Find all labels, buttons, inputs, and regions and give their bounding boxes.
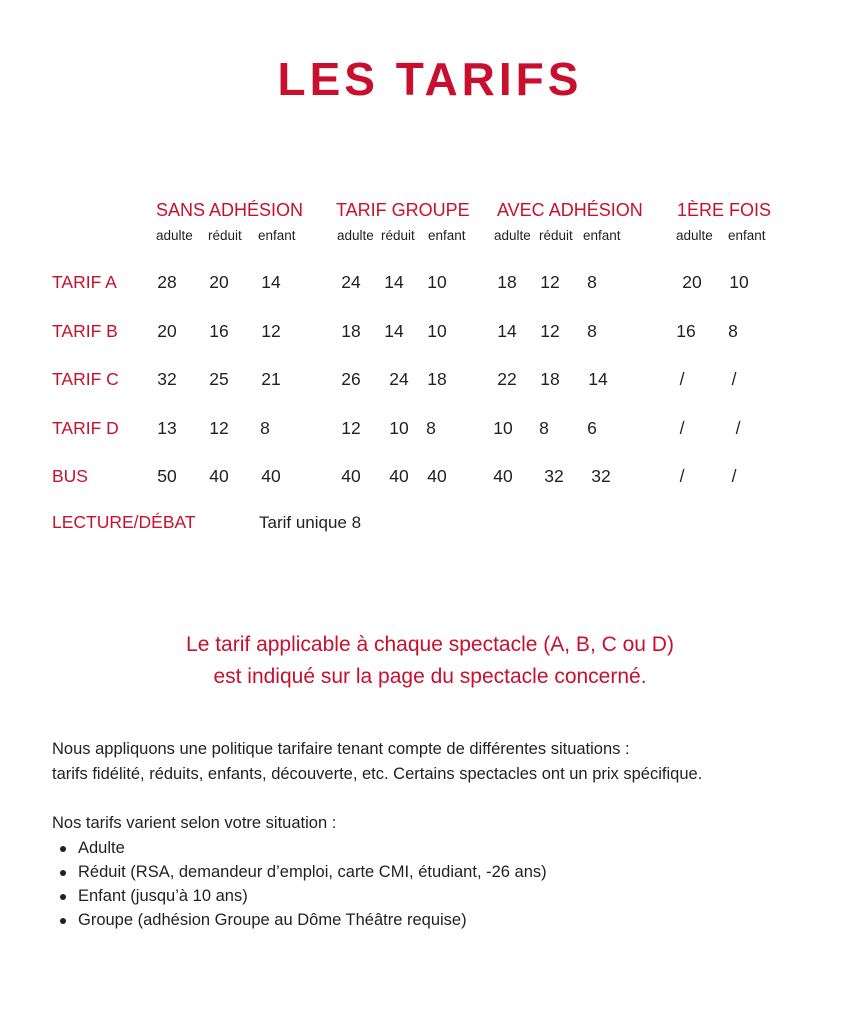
price-cell: 20 xyxy=(209,272,229,292)
group-header-sans-adhesion: SANS ADHÉSION xyxy=(156,200,304,220)
price-cell: 14 xyxy=(261,272,281,292)
tarif-note-line-1: Le tarif applicable à chaque spectacle (A, B, C ou D) xyxy=(186,633,674,656)
price-cell: 10 xyxy=(729,272,749,292)
price-cell: 8 xyxy=(728,321,738,341)
subheader-enfant: enfant xyxy=(583,228,621,243)
price-cell: 14 xyxy=(384,272,404,292)
situation-intro: Nos tarifs varient selon votre situation : xyxy=(52,814,337,832)
price-cell: 13 xyxy=(157,418,177,438)
row-label-lecture-debat: LECTURE/DÉBAT xyxy=(52,512,196,532)
price-cell: 8 xyxy=(539,418,549,438)
subheader-adulte: adulte xyxy=(156,228,193,243)
price-cell: 26 xyxy=(341,369,361,389)
price-cell: 16 xyxy=(676,321,696,341)
price-cell: 8 xyxy=(426,418,436,438)
list-item: Adulte xyxy=(52,836,547,860)
subheader-reduit: réduit xyxy=(208,228,242,243)
price-cell: 18 xyxy=(427,369,447,389)
price-cell: 6 xyxy=(587,418,597,438)
price-cell: 40 xyxy=(389,466,409,486)
subheader-adulte: adulte xyxy=(676,228,713,243)
price-cell: 40 xyxy=(493,466,513,486)
row-label-bus: BUS xyxy=(52,466,88,486)
policy-text-line-1: Nous appliquons une politique tarifaire tenant compte de différentes situations : xyxy=(52,740,630,758)
subheader-reduit: réduit xyxy=(539,228,573,243)
list-item: Enfant (jusqu’à 10 ans) xyxy=(52,884,547,908)
price-cell: 20 xyxy=(682,272,702,292)
price-cell: 32 xyxy=(157,369,177,389)
price-cell: 28 xyxy=(157,272,177,292)
price-cell: / xyxy=(679,466,685,486)
row-label-tarif-a: TARIF A xyxy=(52,272,117,292)
group-header-avec-adhesion: AVEC ADHÉSION xyxy=(497,200,643,220)
price-cell: 50 xyxy=(157,466,177,486)
price-cell: 24 xyxy=(389,369,409,389)
price-cell: 40 xyxy=(341,466,361,486)
price-cell: 14 xyxy=(384,321,404,341)
list-item: Réduit (RSA, demandeur d’emploi, carte CMI, étudiant, -26 ans) xyxy=(52,860,547,884)
price-cell: 8 xyxy=(587,272,597,292)
price-cell: / xyxy=(679,418,685,438)
price-cell: 18 xyxy=(540,369,560,389)
list-item: Groupe (adhésion Groupe au Dôme Théâtre requise) xyxy=(52,908,547,932)
price-cell: 40 xyxy=(427,466,447,486)
group-header-premiere-fois: 1ÈRE FOIS xyxy=(677,200,772,220)
price-cell: 18 xyxy=(497,272,517,292)
price-cell: 22 xyxy=(497,369,517,389)
price-cell: / xyxy=(731,369,737,389)
price-cell: 32 xyxy=(544,466,564,486)
group-header-tarif-groupe: TARIF GROUPE xyxy=(336,200,470,220)
subheader-enfant: enfant xyxy=(258,228,296,243)
price-cell: 14 xyxy=(497,321,517,341)
price-cell: 32 xyxy=(591,466,611,486)
price-cell: 18 xyxy=(341,321,361,341)
price-cell: 14 xyxy=(588,369,608,389)
price-cell: 10 xyxy=(427,272,447,292)
price-cell: 20 xyxy=(157,321,177,341)
price-cell: / xyxy=(731,466,737,486)
price-cell: 12 xyxy=(209,418,229,438)
price-cell: 12 xyxy=(540,321,560,341)
price-cell: 8 xyxy=(587,321,597,341)
tarif-note-line-2: est indiqué sur la page du spectacle concerné. xyxy=(213,665,647,688)
price-cell: 12 xyxy=(341,418,361,438)
subheader-enfant: enfant xyxy=(728,228,766,243)
price-cell: / xyxy=(679,369,685,389)
subheader-enfant: enfant xyxy=(428,228,466,243)
subheader-adulte: adulte xyxy=(494,228,531,243)
subheader-adulte: adulte xyxy=(337,228,374,243)
row-label-tarif-c: TARIF C xyxy=(52,369,119,389)
price-cell: 16 xyxy=(209,321,229,341)
price-cell: 12 xyxy=(540,272,560,292)
price-cell: 8 xyxy=(260,418,270,438)
price-cell: 40 xyxy=(209,466,229,486)
price-cell: / xyxy=(735,418,741,438)
situation-list xyxy=(52,836,547,932)
row-label-tarif-d: TARIF D xyxy=(52,418,119,438)
price-cell: 24 xyxy=(341,272,361,292)
price-cell: 12 xyxy=(261,321,281,341)
lecture-debat-price: Tarif unique 8 xyxy=(259,513,362,532)
subheader-reduit: réduit xyxy=(381,228,415,243)
price-cell: 25 xyxy=(209,369,229,389)
price-cell: 40 xyxy=(261,466,281,486)
page-title: LES TARIFS xyxy=(277,53,583,105)
price-cell: 10 xyxy=(493,418,513,438)
row-label-tarif-b: TARIF B xyxy=(52,321,118,341)
policy-text-line-2: tarifs fidélité, réduits, enfants, découverte, etc. Certains spectacles ont un prix spécifique. xyxy=(52,765,703,783)
price-cell: 21 xyxy=(261,369,281,389)
price-cell: 10 xyxy=(427,321,447,341)
price-cell: 10 xyxy=(389,418,409,438)
